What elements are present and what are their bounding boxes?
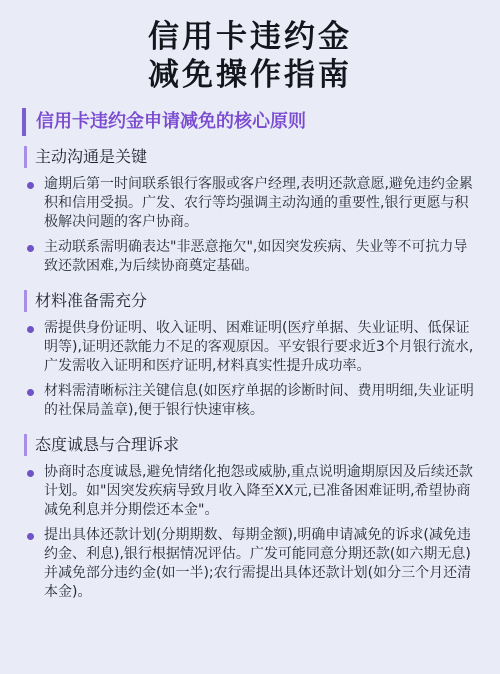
title-line-2: 减免操作指南 bbox=[148, 57, 352, 93]
page-title bbox=[0, 0, 500, 94]
list-item: 需提供身份证明、收入证明、困难证明(医疗单据、失业证明、低保证明等),证明还款能力不足的客观原因。平安银行要求近3个月银行流水,广发需收入证明和医疗证明,材料真实性提升成功率。 bbox=[24, 319, 480, 376]
group-heading-communication: 主动沟通是关键 bbox=[24, 146, 480, 168]
list-item: 提出具体还款计划(分期期数、每期金额),明确申请减免的诉求(减免违约金、利息),银行根据情况评估。广发可能同意分期还款(如六期无息)并减免部分违约金(如一半);农行需提出具体还款计划(如分三个月还清本金)。 bbox=[24, 526, 480, 602]
title-line-1: 信用卡违约金 bbox=[148, 19, 352, 55]
group-heading-attitude: 态度诚恳与合理诉求 bbox=[24, 434, 480, 456]
group-list-communication bbox=[24, 175, 480, 276]
section-title: 信用卡违约金申请减免的核心原则 bbox=[22, 108, 480, 136]
list-item: 材料需清晰标注关键信息(如医疗单据的诊断时间、费用明细,失业证明的社保局盖章),便于银行快速审核。 bbox=[24, 382, 480, 420]
group-heading-materials: 材料准备需充分 bbox=[24, 290, 480, 312]
group-list-materials bbox=[24, 319, 480, 420]
list-item: 逾期后第一时间联系银行客服或客户经理,表明还款意愿,避免违约金累积和信用受损。广发、农行等均强调主动沟通的重要性,银行更愿与积极解决问题的客户协商。 bbox=[24, 175, 480, 232]
list-item: 主动联系需明确表达"非恶意拖欠",如因突发疾病、失业等不可抗力导致还款困难,为后续协商奠定基础。 bbox=[24, 238, 480, 276]
list-item: 协商时态度诚恳,避免情绪化抱怨或威胁,重点说明逾期原因及后续还款计划。如"因突发疾病导致月收入降至XX元,已准备困难证明,希望协商减免利息并分期偿还本金"。 bbox=[24, 463, 480, 520]
group-list-attitude bbox=[24, 463, 480, 602]
